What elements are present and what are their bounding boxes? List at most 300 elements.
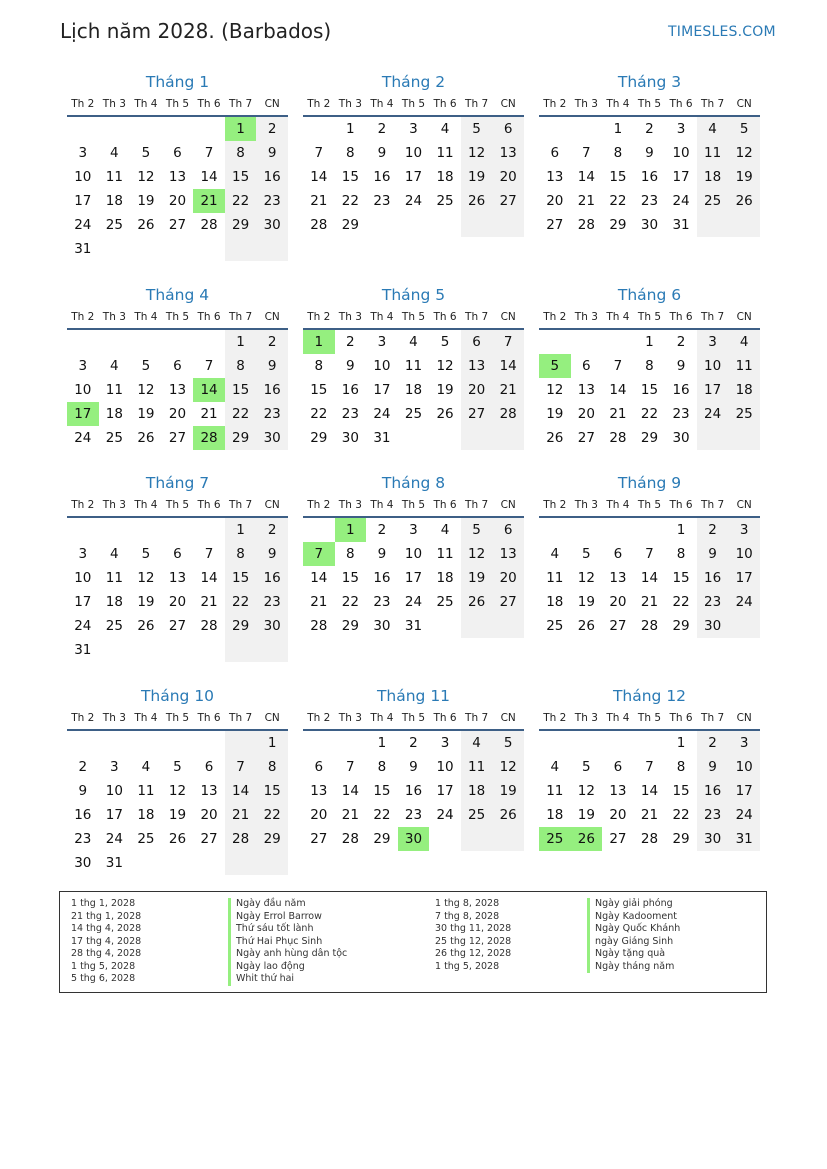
empty-day-cell [429, 213, 461, 237]
day-cell: 7 [492, 329, 524, 354]
month-table [539, 93, 760, 237]
empty-day-cell [162, 237, 194, 261]
weekday-header: Th 3 [335, 306, 367, 329]
day-cell: 15 [310, 382, 328, 398]
day-cell: 26 [492, 803, 524, 827]
holiday-legend [59, 891, 767, 993]
weekday-header: Th 3 [571, 306, 603, 329]
day-cell: 18 [137, 807, 155, 823]
month-table [303, 494, 524, 638]
month-calendar [539, 71, 760, 237]
day-cell: 28 [577, 217, 595, 233]
weekday-header: Th 3 [335, 93, 367, 116]
holiday-day-cell: 21 [193, 189, 225, 213]
day-cell: 6 [550, 145, 560, 161]
page-title: Lịch năm 2028. (Barbados) [60, 19, 332, 43]
day-cell: 3 [728, 517, 760, 542]
day-cell: 9 [697, 755, 729, 779]
month-table [539, 306, 760, 450]
empty-day-cell [99, 237, 131, 261]
day-cell: 24 [373, 406, 391, 422]
weekday-header: Th 4 [366, 707, 398, 730]
day-cell: 27 [310, 831, 328, 847]
day-cell: 20 [168, 594, 187, 610]
month-calendar [67, 472, 288, 662]
day-cell: 13 [168, 382, 187, 398]
empty-day-cell [256, 851, 288, 875]
day-cell: 23 [373, 193, 391, 209]
day-cell: 2 [78, 759, 88, 775]
empty-day-cell [67, 329, 99, 354]
day-cell: 12 [546, 382, 564, 398]
day-cell: 11 [461, 755, 493, 779]
day-cell: 14 [310, 169, 328, 185]
weekday-header: CN [256, 707, 288, 730]
day-cell: 21 [492, 378, 524, 402]
empty-day-cell [429, 426, 461, 450]
weekday-header: Th 5 [162, 707, 194, 730]
month-calendar [539, 685, 760, 851]
empty-day-cell [130, 730, 162, 755]
day-cell: 19 [137, 193, 155, 209]
weekday-header: Th 5 [398, 707, 430, 730]
day-cell: 15 [672, 570, 690, 586]
holiday-name: Whit thứ hai [228, 973, 347, 986]
empty-day-cell [162, 116, 194, 141]
day-cell: 24 [697, 402, 729, 426]
day-cell: 26 [436, 406, 454, 422]
day-cell: 4 [440, 522, 450, 538]
day-cell: 18 [546, 807, 564, 823]
day-cell: 12 [436, 358, 454, 374]
day-cell: 10 [697, 354, 729, 378]
weekday-header: CN [492, 306, 524, 329]
day-cell: 1 [645, 334, 654, 350]
month-table [539, 707, 760, 851]
day-cell: 28 [609, 430, 627, 446]
day-cell: 20 [609, 594, 627, 610]
day-cell: 24 [74, 430, 92, 446]
day-cell: 19 [728, 165, 760, 189]
month-name: Tháng 2 [381, 73, 446, 91]
day-cell: 31 [74, 642, 92, 658]
day-cell: 6 [613, 546, 623, 562]
day-cell: 4 [110, 358, 119, 374]
day-cell: 15 [373, 783, 391, 799]
day-cell: 20 [200, 807, 218, 823]
day-cell: 3 [728, 730, 760, 755]
day-cell: 4 [697, 116, 729, 141]
empty-day-cell [697, 426, 729, 450]
month-table [67, 93, 288, 261]
empty-day-cell [634, 730, 666, 755]
empty-day-cell [461, 213, 493, 237]
weekday-header: Th 6 [665, 93, 697, 116]
day-cell: 21 [341, 807, 359, 823]
day-cell: 5 [492, 730, 524, 755]
day-cell: 1 [225, 517, 257, 542]
day-cell: 7 [225, 755, 257, 779]
weekday-header: Th 5 [398, 306, 430, 329]
weekday-header: Th 5 [634, 93, 666, 116]
day-cell: 24 [436, 807, 454, 823]
holiday-name: Ngày giải phóng [587, 898, 680, 911]
day-cell: 5 [728, 116, 760, 141]
month-calendar [303, 284, 524, 450]
day-cell: 6 [461, 329, 493, 354]
weekday-header: Th 4 [366, 93, 398, 116]
day-cell: 27 [461, 402, 493, 426]
month-name: Tháng 12 [612, 687, 687, 705]
day-cell: 19 [461, 165, 493, 189]
day-cell: 2 [676, 334, 686, 350]
day-cell: 14 [640, 570, 659, 586]
holiday-day-cell: 17 [67, 402, 99, 426]
holiday-name: Thứ Hai Phục Sinh [228, 936, 347, 949]
month-table [67, 494, 288, 662]
holiday-date: 21 thg 1, 2028 [71, 910, 142, 922]
day-cell: 18 [436, 169, 454, 185]
day-cell: 12 [461, 141, 493, 165]
day-cell: 12 [168, 783, 187, 799]
weekday-header: Th 5 [634, 306, 666, 329]
day-cell: 11 [404, 358, 423, 374]
empty-day-cell [193, 116, 225, 141]
month-name: Tháng 6 [617, 286, 682, 304]
month-calendar [67, 71, 288, 261]
empty-day-cell [429, 614, 461, 638]
weekday-header: Th 4 [130, 93, 162, 116]
month-name: Tháng 11 [376, 687, 451, 705]
day-cell: 11 [546, 783, 564, 799]
day-cell: 6 [173, 546, 182, 562]
holiday-date: 1 thg 8, 2028 [435, 898, 500, 909]
day-cell: 13 [461, 354, 493, 378]
empty-day-cell [225, 851, 257, 875]
day-cell: 25 [137, 831, 155, 847]
day-cell: 22 [373, 807, 391, 823]
day-cell: 17 [404, 570, 423, 586]
site-link[interactable]: TIMESLES.COM [668, 24, 776, 40]
month-name: Tháng 1 [145, 73, 210, 91]
day-cell: 5 [141, 546, 151, 562]
empty-day-cell [193, 237, 225, 261]
day-cell: 9 [645, 145, 654, 161]
weekday-header: CN [728, 306, 760, 329]
holiday-date: 28 thg 4, 2028 [71, 948, 142, 959]
weekday-header: Th 6 [665, 306, 697, 329]
day-cell: 11 [137, 783, 155, 799]
weekday-header: Th 4 [602, 707, 634, 730]
weekday-header: Th 7 [461, 306, 493, 329]
empty-day-cell [728, 213, 760, 237]
day-cell: 19 [461, 566, 493, 590]
weekday-header: Th 2 [67, 306, 99, 329]
holiday-day-cell: 5 [539, 354, 571, 378]
holiday-name: Ngày lao động [228, 961, 347, 974]
month-table [303, 93, 524, 237]
day-cell: 8 [225, 354, 257, 378]
day-cell: 25 [436, 193, 454, 209]
day-cell: 25 [105, 430, 123, 446]
day-cell: 30 [697, 614, 729, 638]
weekday-header: Th 6 [193, 494, 225, 517]
day-cell: 29 [310, 430, 328, 446]
day-cell: 13 [200, 783, 218, 799]
empty-day-cell [335, 730, 367, 755]
holiday-date: 30 thg 11, 2028 [435, 923, 512, 934]
day-cell: 16 [404, 783, 423, 799]
day-cell: 27 [168, 618, 187, 634]
month-name: Tháng 3 [617, 73, 682, 91]
day-cell: 13 [546, 169, 564, 185]
day-cell: 21 [577, 193, 595, 209]
day-cell: 23 [404, 807, 423, 823]
day-cell: 24 [672, 193, 690, 209]
empty-day-cell [571, 517, 603, 542]
day-cell: 17 [436, 783, 454, 799]
day-cell: 26 [728, 189, 760, 213]
day-cell: 15 [225, 165, 257, 189]
day-cell: 26 [461, 590, 493, 614]
day-cell: 23 [697, 590, 729, 614]
day-cell: 13 [609, 783, 627, 799]
day-cell: 24 [74, 217, 92, 233]
empty-day-cell [67, 730, 99, 755]
month-calendar [539, 472, 760, 638]
weekday-header: Th 3 [99, 306, 131, 329]
empty-day-cell [193, 851, 225, 875]
day-cell: 16 [74, 807, 92, 823]
day-cell: 22 [341, 193, 359, 209]
day-cell: 9 [256, 141, 288, 165]
day-cell: 20 [577, 406, 595, 422]
day-cell: 13 [577, 382, 595, 398]
day-cell: 8 [377, 759, 387, 775]
day-cell: 18 [697, 165, 729, 189]
day-cell: 31 [404, 618, 423, 634]
day-cell: 20 [168, 193, 187, 209]
day-cell: 28 [341, 831, 359, 847]
weekday-header: Th 6 [429, 306, 461, 329]
day-cell: 17 [373, 382, 391, 398]
day-cell: 14 [492, 354, 524, 378]
day-cell: 8 [346, 546, 355, 562]
weekday-header: Th 2 [539, 494, 571, 517]
day-cell: 11 [728, 354, 760, 378]
day-cell: 21 [310, 193, 328, 209]
day-cell: 16 [373, 169, 391, 185]
day-cell: 31 [728, 827, 760, 851]
day-cell: 18 [728, 378, 760, 402]
day-cell: 13 [168, 570, 187, 586]
day-cell: 31 [672, 217, 690, 233]
holiday-name: Ngày tặng quà [587, 948, 680, 961]
weekday-header: Th 3 [571, 707, 603, 730]
day-cell: 3 [697, 329, 729, 354]
day-cell: 4 [110, 145, 119, 161]
empty-day-cell [225, 237, 257, 261]
empty-day-cell [461, 426, 493, 450]
day-cell: 15 [640, 382, 659, 398]
day-cell: 24 [404, 193, 423, 209]
holiday-date: 25 thg 12, 2028 [435, 935, 512, 947]
weekday-header: Th 4 [602, 494, 634, 517]
day-cell: 26 [137, 430, 155, 446]
day-cell: 10 [404, 145, 423, 161]
day-cell: 2 [377, 522, 387, 538]
empty-day-cell [130, 329, 162, 354]
day-cell: 16 [256, 566, 288, 590]
weekday-header: CN [256, 306, 288, 329]
weekday-header: Th 6 [193, 707, 225, 730]
day-cell: 8 [613, 145, 623, 161]
weekday-header: Th 4 [602, 93, 634, 116]
day-cell: 14 [200, 570, 218, 586]
day-cell: 13 [310, 783, 328, 799]
day-cell: 30 [697, 827, 729, 851]
day-cell: 17 [404, 169, 423, 185]
day-cell: 27 [609, 831, 627, 847]
empty-day-cell [461, 614, 493, 638]
day-cell: 3 [78, 546, 88, 562]
month-name: Tháng 10 [140, 687, 215, 705]
day-cell: 29 [672, 831, 690, 847]
weekday-header: Th 7 [697, 494, 729, 517]
day-cell: 10 [105, 783, 123, 799]
day-cell: 20 [609, 807, 627, 823]
day-cell: 5 [440, 334, 450, 350]
day-cell: 19 [137, 594, 155, 610]
weekday-header: Th 5 [398, 93, 430, 116]
day-cell: 13 [492, 542, 524, 566]
weekday-header: Th 2 [67, 93, 99, 116]
day-cell: 17 [74, 193, 92, 209]
holiday-date: 7 thg 8, 2028 [435, 910, 500, 922]
month-name: Tháng 7 [145, 474, 210, 492]
day-cell: 24 [728, 803, 760, 827]
day-cell: 30 [341, 430, 359, 446]
day-cell: 27 [492, 590, 524, 614]
day-cell: 28 [492, 402, 524, 426]
empty-day-cell [492, 213, 524, 237]
day-cell: 21 [225, 803, 257, 827]
day-cell: 7 [204, 358, 214, 374]
day-cell: 14 [310, 570, 328, 586]
day-cell: 23 [373, 594, 391, 610]
day-cell: 18 [404, 382, 423, 398]
day-cell: 4 [110, 546, 119, 562]
day-cell: 30 [640, 217, 659, 233]
weekday-header: Th 4 [130, 306, 162, 329]
day-cell: 20 [546, 193, 564, 209]
empty-day-cell [99, 517, 131, 542]
day-cell: 10 [672, 145, 690, 161]
day-cell: 8 [256, 755, 288, 779]
empty-day-cell [256, 237, 288, 261]
day-cell: 22 [310, 406, 328, 422]
weekday-header: Th 3 [99, 707, 131, 730]
weekday-header: Th 6 [665, 707, 697, 730]
day-cell: 16 [672, 382, 690, 398]
day-cell: 3 [377, 334, 387, 350]
day-cell: 14 [200, 169, 218, 185]
day-cell: 26 [577, 618, 595, 634]
weekday-header: Th 4 [130, 707, 162, 730]
day-cell: 18 [436, 570, 454, 586]
month-name: Tháng 9 [617, 474, 682, 492]
weekday-header: Th 2 [67, 494, 99, 517]
day-cell: 3 [78, 358, 88, 374]
legend-names-left [228, 898, 347, 986]
empty-day-cell [99, 116, 131, 141]
day-cell: 2 [697, 730, 729, 755]
day-cell: 14 [577, 169, 595, 185]
holiday-name: Ngày anh hùng dân tộc [228, 948, 347, 961]
day-cell: 2 [256, 329, 288, 354]
day-cell: 7 [645, 546, 654, 562]
day-cell: 2 [256, 116, 288, 141]
day-cell: 5 [582, 759, 591, 775]
day-cell: 9 [377, 145, 387, 161]
day-cell: 16 [640, 169, 659, 185]
weekday-header: Th 6 [429, 707, 461, 730]
day-cell: 1 [613, 121, 623, 137]
day-cell: 29 [640, 430, 659, 446]
weekday-header: Th 3 [99, 494, 131, 517]
day-cell: 10 [74, 169, 92, 185]
weekday-header: Th 5 [162, 306, 194, 329]
day-cell: 12 [728, 141, 760, 165]
day-cell: 11 [436, 145, 454, 161]
weekday-header: Th 3 [335, 707, 367, 730]
weekday-header: Th 5 [162, 494, 194, 517]
month-calendar [539, 284, 760, 450]
day-cell: 14 [341, 783, 359, 799]
empty-day-cell [193, 638, 225, 662]
day-cell: 30 [672, 430, 690, 446]
holiday-name: Ngày Kadooment [587, 911, 680, 924]
day-cell: 30 [74, 855, 92, 871]
day-cell: 22 [341, 594, 359, 610]
day-cell: 10 [404, 546, 423, 562]
day-cell: 22 [225, 590, 257, 614]
day-cell: 26 [461, 189, 493, 213]
empty-day-cell [130, 851, 162, 875]
day-cell: 26 [137, 618, 155, 634]
day-cell: 30 [256, 614, 288, 638]
day-cell: 1 [346, 121, 355, 137]
day-cell: 22 [640, 406, 659, 422]
weekday-header: CN [492, 707, 524, 730]
day-cell: 21 [609, 406, 627, 422]
day-cell: 9 [256, 354, 288, 378]
day-cell: 14 [225, 779, 257, 803]
day-cell: 2 [256, 517, 288, 542]
day-cell: 30 [256, 426, 288, 450]
day-cell: 5 [173, 759, 182, 775]
day-cell: 22 [225, 402, 257, 426]
day-cell: 22 [672, 594, 690, 610]
day-cell: 8 [676, 546, 686, 562]
weekday-header: Th 7 [461, 494, 493, 517]
empty-day-cell [539, 116, 571, 141]
day-cell: 17 [728, 566, 760, 590]
day-cell: 2 [645, 121, 654, 137]
empty-day-cell [602, 329, 634, 354]
empty-day-cell [225, 730, 257, 755]
day-cell: 8 [314, 358, 324, 374]
